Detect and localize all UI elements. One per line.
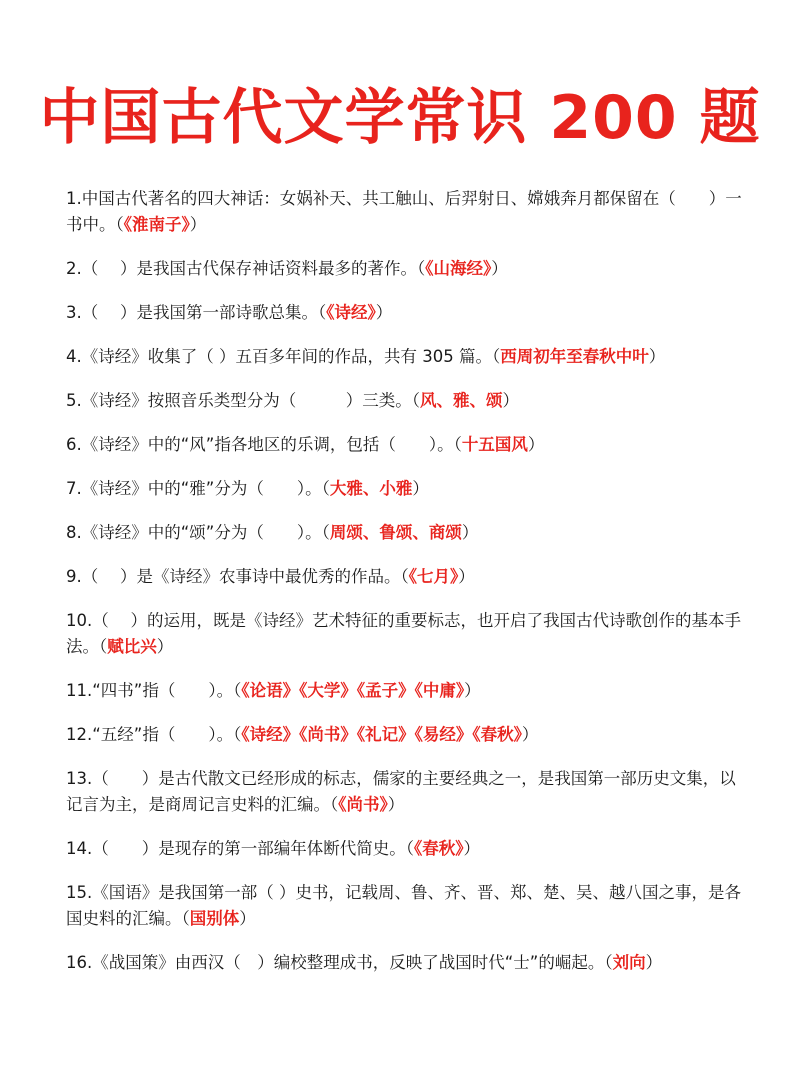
answer-open-paren: （ — [233, 725, 242, 744]
question-item — [66, 766, 742, 818]
question-text: （ ）是我国古代保存神话资料最多的著作。 — [81, 259, 417, 278]
question-number: 14. — [66, 839, 93, 858]
question-item — [66, 186, 742, 238]
question-item — [66, 880, 742, 932]
question-text: （ ）是《诗经》农事诗中最优秀的作品。 — [81, 567, 401, 586]
question-text: 《战国策》由西汉（ ）编校整理成书，反映了战国时代“士”的崛起。 — [92, 953, 605, 972]
answer-close-paren: ） — [491, 259, 508, 278]
question-number: 7. — [66, 479, 82, 498]
question-item — [66, 388, 742, 414]
question-number: 10. — [66, 611, 93, 630]
page-title: 中国古代文学常识 200 题 — [39, 83, 761, 153]
question-item — [66, 608, 742, 660]
question-number: 2. — [66, 259, 82, 278]
question-text: “五经”指（ ）。 — [92, 725, 234, 744]
question-text: “四书”指（ ）。 — [92, 681, 234, 700]
question-number: 13. — [66, 769, 93, 788]
question-item — [66, 950, 742, 976]
answer-text: 刘向 — [612, 953, 646, 972]
question-number: 16. — [66, 953, 93, 972]
answer-text: 《七月》 — [408, 567, 459, 586]
answer-text: 西周初年至春秋中叶 — [500, 347, 649, 366]
question-item — [66, 564, 742, 590]
answer-open-paren: （ — [321, 479, 330, 498]
question-item — [66, 432, 742, 458]
question-item — [66, 836, 742, 862]
answer-close-paren: ） — [189, 215, 207, 234]
question-number: 1. — [66, 189, 82, 208]
question-number: 9. — [66, 567, 82, 586]
answer-close-paren: ） — [375, 303, 393, 322]
question-item — [66, 256, 742, 282]
question-number: 3. — [66, 303, 82, 322]
answer-open-paren: （ — [181, 909, 190, 928]
answer-open-paren: （ — [115, 215, 124, 234]
answer-open-paren: （ — [330, 795, 339, 814]
answer-text: 《淮南子》 — [123, 215, 190, 234]
answer-text: 大雅、小雅 — [329, 479, 413, 498]
answer-text: 十五国风 — [461, 435, 528, 454]
question-item — [66, 520, 742, 546]
answer-close-paren: ） — [239, 909, 256, 928]
question-number: 6. — [66, 435, 82, 454]
answer-text: 《诗经》 — [326, 303, 376, 322]
question-text: （ ）是我国第一部诗歌总集。 — [81, 303, 318, 322]
answer-open-paren: （ — [417, 259, 426, 278]
question-number: 12. — [66, 725, 93, 744]
answer-text: 《论语》《大学》《孟子》《中庸》 — [241, 681, 465, 700]
answer-close-paren: ） — [461, 523, 479, 542]
answer-close-paren: ） — [458, 567, 475, 586]
answer-open-paren: （ — [453, 435, 462, 454]
question-text: （ ）是古代散文已经形成的标志，儒家的主要经典之一，是我国第一部历史文集，以记言为主，是商周记言史料的汇编。 — [66, 769, 736, 814]
answer-text: 风、雅、颂 — [420, 391, 503, 410]
answer-open-paren: （ — [491, 347, 501, 366]
answer-text: 《春秋》 — [414, 839, 464, 858]
answer-text: 《诗经》《尚书》《礼记》《易经》《春秋》 — [241, 725, 522, 744]
question-text: （ ）是现存的第一部编年体断代简史。 — [92, 839, 406, 858]
question-text: 中国古代著名的四大神话：女娲补天、共工触山、后羿射日、嫦娥奔月都保留在（ ）一书中。 — [66, 189, 742, 234]
question-item — [66, 678, 742, 704]
question-item — [66, 476, 742, 502]
answer-close-paren: ） — [502, 391, 519, 410]
answer-open-paren: （ — [604, 953, 613, 972]
answer-close-paren: ） — [156, 637, 174, 656]
question-item — [66, 300, 742, 326]
answer-close-paren: ） — [645, 953, 663, 972]
answer-close-paren: ） — [412, 479, 429, 498]
question-number: 15. — [66, 883, 93, 902]
question-item — [66, 344, 742, 370]
question-text: 《诗经》中的“颂”分为（ ）。 — [81, 523, 322, 542]
answer-open-paren: （ — [405, 839, 414, 858]
answer-open-paren: （ — [233, 681, 242, 700]
answer-close-paren: ） — [527, 435, 545, 454]
question-list — [66, 186, 742, 994]
answer-close-paren: ） — [387, 795, 405, 814]
question-text: 《国语》是我国第一部（ ）史书，记载周、鲁、齐、晋、郑、楚、吴、越八国之事，是各国史料的汇编。 — [66, 883, 741, 928]
question-item — [66, 722, 742, 748]
answer-open-paren: （ — [318, 303, 327, 322]
question-text: 《诗经》中的“风”指各地区的乐调，包括（ ）。 — [81, 435, 454, 454]
answer-text: 《山海经》 — [425, 259, 492, 278]
question-number: 11. — [66, 681, 93, 700]
answer-close-paren: ） — [463, 839, 480, 858]
question-text: 《诗经》中的“雅”分为（ ）。 — [81, 479, 322, 498]
answer-text: 《尚书》 — [338, 795, 388, 814]
answer-open-paren: （ — [400, 567, 409, 586]
question-number: 8. — [66, 523, 82, 542]
question-text: （ ）的运用，既是《诗经》艺术特征的重要标志，也开启了我国古代诗歌创作的基本手法。 — [66, 611, 741, 656]
question-number: 4. — [66, 347, 82, 366]
answer-open-paren: （ — [99, 637, 108, 656]
answer-text: 国别体 — [189, 909, 240, 928]
question-text: 《诗经》收集了（ ）五百多年间的作品，共有 305 篇。 — [81, 347, 492, 366]
question-text: 《诗经》按照音乐类型分为（ ）三类。 — [81, 391, 412, 410]
answer-close-paren: ） — [648, 347, 666, 366]
answer-open-paren: （ — [321, 523, 330, 542]
answer-close-paren: ） — [521, 725, 539, 744]
answer-text: 周颂、鲁颂、商颂 — [329, 523, 462, 542]
question-number: 5. — [66, 391, 82, 410]
answer-open-paren: （ — [411, 391, 420, 410]
answer-text: 赋比兴 — [107, 637, 157, 656]
answer-close-paren: ） — [464, 681, 481, 700]
